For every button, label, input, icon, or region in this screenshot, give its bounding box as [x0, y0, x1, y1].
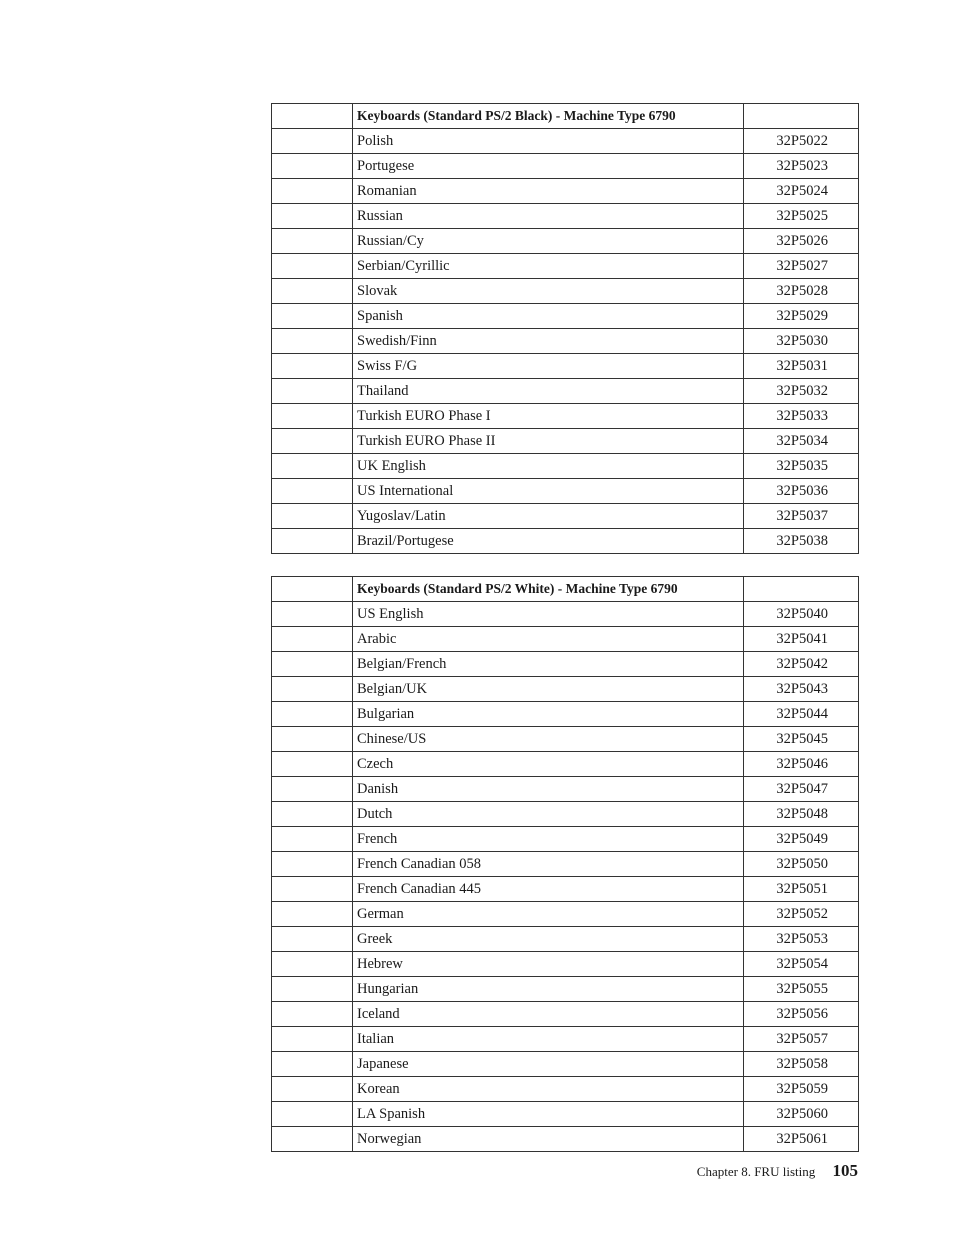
description-cell: Thailand — [353, 379, 744, 404]
description-cell: LA Spanish — [353, 1102, 744, 1127]
description-cell: Slovak — [353, 279, 744, 304]
part-number-cell: 32P5056 — [744, 1002, 859, 1027]
part-number-cell: 32P5037 — [744, 504, 859, 529]
part-number-cell: 32P5025 — [744, 204, 859, 229]
index-cell — [272, 129, 353, 154]
table-row — [272, 1127, 859, 1152]
description-cell: Belgian/UK — [353, 677, 744, 702]
table-row — [272, 752, 859, 777]
description-cell: Russian/Cy — [353, 229, 744, 254]
part-number-cell: 32P5041 — [744, 627, 859, 652]
index-cell — [272, 304, 353, 329]
index-cell — [272, 852, 353, 877]
description-cell: Hungarian — [353, 977, 744, 1002]
table-row — [272, 1027, 859, 1052]
table-row — [272, 877, 859, 902]
table-row — [272, 1077, 859, 1102]
part-number-cell: 32P5054 — [744, 952, 859, 977]
part-number-cell: 32P5028 — [744, 279, 859, 304]
table-row — [272, 652, 859, 677]
header-cell-part-number — [744, 104, 859, 129]
index-cell — [272, 1127, 353, 1152]
table-row — [272, 429, 859, 454]
part-number-cell: 32P5032 — [744, 379, 859, 404]
index-cell — [272, 802, 353, 827]
index-cell — [272, 454, 353, 479]
index-cell — [272, 652, 353, 677]
header-cell-index — [272, 577, 353, 602]
table-row — [272, 504, 859, 529]
table-header-row — [272, 104, 859, 129]
table-row — [272, 602, 859, 627]
description-cell: French — [353, 827, 744, 852]
index-cell — [272, 727, 353, 752]
index-cell — [272, 927, 353, 952]
part-number-cell: 32P5036 — [744, 479, 859, 504]
index-cell — [272, 902, 353, 927]
table-row — [272, 254, 859, 279]
description-cell: Swedish/Finn — [353, 329, 744, 354]
index-cell — [272, 952, 353, 977]
description-cell: Danish — [353, 777, 744, 802]
table-row — [272, 827, 859, 852]
table-row — [272, 529, 859, 554]
table-row — [272, 204, 859, 229]
table-row — [272, 404, 859, 429]
part-number-cell: 32P5026 — [744, 229, 859, 254]
table-row — [272, 179, 859, 204]
description-cell: Japanese — [353, 1052, 744, 1077]
table-row — [272, 1052, 859, 1077]
description-cell: Czech — [353, 752, 744, 777]
index-cell — [272, 1077, 353, 1102]
description-cell: Turkish EURO Phase II — [353, 429, 744, 454]
description-cell: Arabic — [353, 627, 744, 652]
table-row — [272, 279, 859, 304]
description-cell: German — [353, 902, 744, 927]
description-cell: French Canadian 058 — [353, 852, 744, 877]
part-number-cell: 32P5029 — [744, 304, 859, 329]
part-number-cell: 32P5060 — [744, 1102, 859, 1127]
part-number-cell: 32P5057 — [744, 1027, 859, 1052]
description-cell: Brazil/Portugese — [353, 529, 744, 554]
part-number-cell: 32P5043 — [744, 677, 859, 702]
description-cell: Dutch — [353, 802, 744, 827]
description-cell: Polish — [353, 129, 744, 154]
index-cell — [272, 877, 353, 902]
part-number-cell: 32P5024 — [744, 179, 859, 204]
part-number-cell: 32P5027 — [744, 254, 859, 279]
index-cell — [272, 429, 353, 454]
table-row — [272, 802, 859, 827]
header-cell-part-number — [744, 577, 859, 602]
index-cell — [272, 1027, 353, 1052]
description-cell: Swiss F/G — [353, 354, 744, 379]
part-number-cell: 32P5052 — [744, 902, 859, 927]
table-row — [272, 627, 859, 652]
description-cell: Russian — [353, 204, 744, 229]
index-cell — [272, 677, 353, 702]
index-cell — [272, 179, 353, 204]
table-header-row — [272, 577, 859, 602]
description-cell: Romanian — [353, 179, 744, 204]
description-cell: US International — [353, 479, 744, 504]
description-cell: Belgian/French — [353, 652, 744, 677]
table-row — [272, 154, 859, 179]
index-cell — [272, 379, 353, 404]
part-number-cell: 32P5049 — [744, 827, 859, 852]
description-cell: Yugoslav/Latin — [353, 504, 744, 529]
description-cell: UK English — [353, 454, 744, 479]
description-cell: Korean — [353, 1077, 744, 1102]
index-cell — [272, 204, 353, 229]
table-row — [272, 727, 859, 752]
part-number-cell: 32P5055 — [744, 977, 859, 1002]
part-number-cell: 32P5050 — [744, 852, 859, 877]
description-cell: Greek — [353, 927, 744, 952]
table-row — [272, 379, 859, 404]
index-cell — [272, 1102, 353, 1127]
part-number-cell: 32P5045 — [744, 727, 859, 752]
index-cell — [272, 329, 353, 354]
description-cell: Iceland — [353, 1002, 744, 1027]
table-row — [272, 852, 859, 877]
part-number-cell: 32P5040 — [744, 602, 859, 627]
table-row — [272, 777, 859, 802]
index-cell — [272, 702, 353, 727]
part-number-cell: 32P5033 — [744, 404, 859, 429]
table-row — [272, 454, 859, 479]
index-cell — [272, 279, 353, 304]
index-cell — [272, 404, 353, 429]
part-number-cell: 32P5030 — [744, 329, 859, 354]
index-cell — [272, 627, 353, 652]
table-row — [272, 1002, 859, 1027]
part-number-cell: 32P5058 — [744, 1052, 859, 1077]
description-cell: French Canadian 445 — [353, 877, 744, 902]
table-row — [272, 354, 859, 379]
description-cell: Spanish — [353, 304, 744, 329]
table-row — [272, 1102, 859, 1127]
part-number-cell: 32P5034 — [744, 429, 859, 454]
fru-table-white-keyboards — [271, 576, 859, 1152]
description-cell: US English — [353, 602, 744, 627]
part-number-cell: 32P5022 — [744, 129, 859, 154]
index-cell — [272, 827, 353, 852]
table-row — [272, 902, 859, 927]
table-row — [272, 952, 859, 977]
index-cell — [272, 602, 353, 627]
index-cell — [272, 504, 353, 529]
footer-chapter-title: Chapter 8. FRU listing — [696, 1164, 816, 1179]
description-cell: Portugese — [353, 154, 744, 179]
fru-table-black-keyboards — [271, 103, 859, 554]
part-number-cell: 32P5044 — [744, 702, 859, 727]
index-cell — [272, 529, 353, 554]
index-cell — [272, 229, 353, 254]
table-row — [272, 977, 859, 1002]
table-row — [272, 702, 859, 727]
part-number-cell: 32P5038 — [744, 529, 859, 554]
table-row — [272, 229, 859, 254]
part-number-cell: 32P5061 — [744, 1127, 859, 1152]
part-number-cell: 32P5023 — [744, 154, 859, 179]
table-row — [272, 927, 859, 952]
index-cell — [272, 752, 353, 777]
part-number-cell: 32P5047 — [744, 777, 859, 802]
header-cell-index — [272, 104, 353, 129]
index-cell — [272, 1052, 353, 1077]
description-cell: Chinese/US — [353, 727, 744, 752]
index-cell — [272, 1002, 353, 1027]
part-number-cell: 32P5042 — [744, 652, 859, 677]
table-heading: Keyboards (Standard PS/2 White) - Machine Type 6790 — [353, 577, 744, 602]
part-number-cell: 32P5031 — [744, 354, 859, 379]
description-cell: Italian — [353, 1027, 744, 1052]
index-cell — [272, 977, 353, 1002]
table-row — [272, 304, 859, 329]
index-cell — [272, 479, 353, 504]
part-number-cell: 32P5035 — [744, 454, 859, 479]
index-cell — [272, 154, 353, 179]
part-number-cell: 32P5053 — [744, 927, 859, 952]
table-row — [272, 479, 859, 504]
index-cell — [272, 354, 353, 379]
part-number-cell: 32P5051 — [744, 877, 859, 902]
description-cell: Bulgarian — [353, 702, 744, 727]
description-cell: Turkish EURO Phase I — [353, 404, 744, 429]
index-cell — [272, 254, 353, 279]
part-number-cell: 32P5048 — [744, 802, 859, 827]
table-row — [272, 329, 859, 354]
index-cell — [272, 777, 353, 802]
table-heading: Keyboards (Standard PS/2 Black) - Machine Type 6790 — [353, 104, 744, 129]
page-number: 105 — [832, 1161, 858, 1180]
description-cell: Hebrew — [353, 952, 744, 977]
table-row — [272, 677, 859, 702]
page-footer — [697, 1161, 858, 1181]
part-number-cell: 32P5046 — [744, 752, 859, 777]
description-cell: Norwegian — [353, 1127, 744, 1152]
description-cell: Serbian/Cyrillic — [353, 254, 744, 279]
part-number-cell: 32P5059 — [744, 1077, 859, 1102]
table-row — [272, 129, 859, 154]
